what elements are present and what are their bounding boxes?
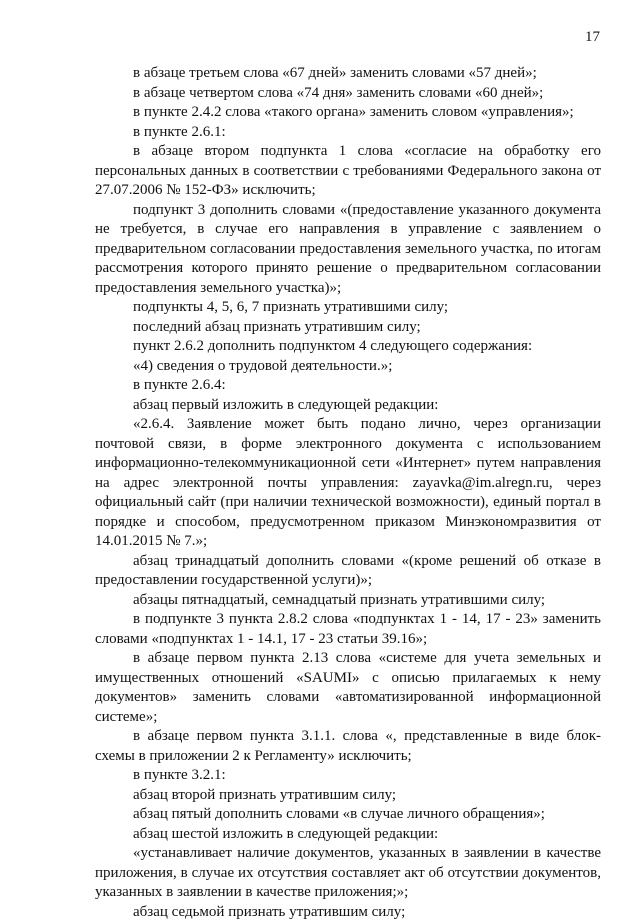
paragraph: в абзаце третьем слова «67 дней» заменить словами «57 дней»;: [95, 64, 601, 84]
paragraph: в абзаце втором подпункта 1 слова «согласие на обработку его персональных данных в соответствии с требованиями Федерального закона от 27.07.2006 № 152-ФЗ» исключить;: [95, 142, 601, 201]
document-body: [95, 64, 601, 922]
paragraph: в абзаце четвертом слова «74 дня» заменить словами «60 дней»;: [95, 84, 601, 104]
paragraph: в пункте 2.6.1:: [95, 123, 601, 143]
paragraph: «устанавливает наличие документов, указанных в заявлении в качестве приложения, в случае их отсутствия составляет акт об отсутствии документов, указанных в заявлении в качестве приложения;»;: [95, 844, 601, 903]
paragraph: в пункте 3.2.1:: [95, 766, 601, 786]
paragraph: в пункте 2.6.4:: [95, 376, 601, 396]
paragraph: в абзаце первом пункта 2.13 слова «системе для учета земельных и имущественных отношений «SAUMI» с описью прилагаемых к нему документов» заменить словами «автоматизированной информационной системе»;: [95, 649, 601, 727]
paragraph: «2.6.4. Заявление может быть подано лично, через организации почтовой связи, в форме электронного документа с использованием информационно-телекоммуникационной сети «Интернет» путем направления на адрес электронной почты управления: zayavka@im.alregn.ru, через официальный сайт (при наличии технической возможности), единый портал в порядке и способом, предусмотренном приказом Минэкономразвития от 14.01.2015 № 7.»;: [95, 415, 601, 552]
paragraph: абзац второй признать утратившим силу;: [95, 786, 601, 806]
paragraph: в абзаце первом пункта 3.1.1. слова «, представленные в виде блок-схемы в приложении 2 к Регламенту» исключить;: [95, 727, 601, 766]
paragraph: абзац пятый дополнить словами «в случае личного обращения»;: [95, 805, 601, 825]
paragraph: абзац первый изложить в следующей редакции:: [95, 396, 601, 416]
paragraph: в пункте 2.4.2 слова «такого органа» заменить словом «управления»;: [95, 103, 601, 123]
page-number: 17: [585, 28, 600, 46]
paragraph: абзацы пятнадцатый, семнадцатый признать утратившими силу;: [95, 591, 601, 611]
paragraph: абзац седьмой признать утратившим силу;: [95, 903, 601, 922]
paragraph: «4) сведения о трудовой деятельности.»;: [95, 357, 601, 377]
paragraph: подпункты 4, 5, 6, 7 признать утратившими силу;: [95, 298, 601, 318]
paragraph: абзац тринадцатый дополнить словами «(кроме решений об отказе в предоставлении государственной услуги)»;: [95, 552, 601, 591]
paragraph: абзац шестой изложить в следующей редакции:: [95, 825, 601, 845]
paragraph: пункт 2.6.2 дополнить подпунктом 4 следующего содержания:: [95, 337, 601, 357]
paragraph: в подпункте 3 пункта 2.8.2 слова «подпунктах 1 - 14, 17 - 23» заменить словами «подпунктах 1 - 14.1, 17 - 23 статьи 39.16»;: [95, 610, 601, 649]
paragraph: подпункт 3 дополнить словами «(предоставление указанного документа не требуется, в случае его направления в управление с заявлением о предварительном согласовании предоставления земельного участка, по итогам рассмотрения которого принято решение о предварительном согласовании предоставления земельного участка)»;: [95, 201, 601, 299]
paragraph: последний абзац признать утратившим силу;: [95, 318, 601, 338]
